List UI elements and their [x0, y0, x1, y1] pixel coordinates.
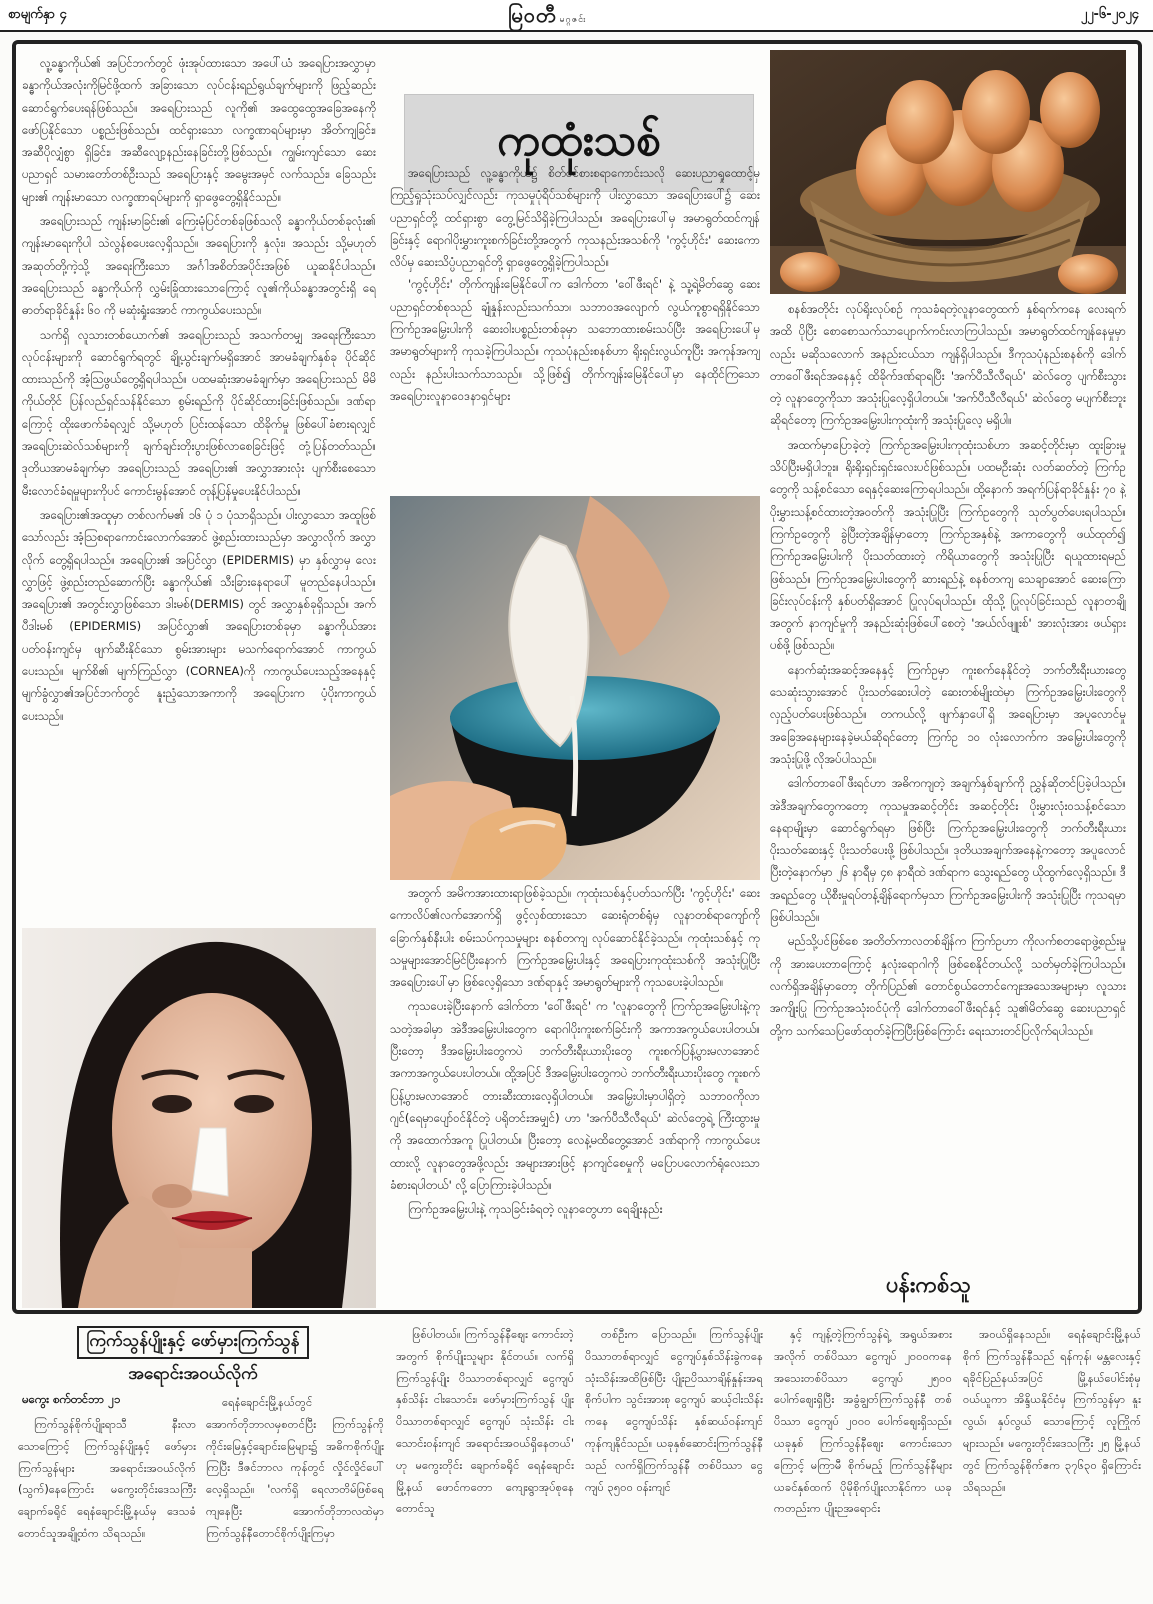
news-headline — [10, 1326, 376, 1388]
paragraph: ကြက်ဥအမြှေးပါးနဲ့ ကုသခြင်းခံရတဲ့ လူနာတွေဟာ ရေချိုးနည်း — [408, 1202, 663, 1217]
news-headline-line1: ကြက်သွန်ပျိုးနှင့် ဖော်မှားကြက်သွန် — [77, 1326, 310, 1359]
paragraph: အရေပြားသည် ကျန်းမာခြင်း၏ ကြေးမုံပြင်တစ်ခုဖြစ်သလို ခန္ဓာကိုယ်တစ်ခုလုံး၏ ကျန်းမာရေးကိုပါ သဲလွန်စပေးလေ့ရှိသည်။ အရေပြားကို နှလုံး၊ အသည်း သို့မဟုတ် အဆုတ်တို့ကဲ့သို့ အရေးကြီးသော အင်္ဂါအစိတ်အပိုင်းအဖြစ် ယူဆနိုင်ပါသည်။ အရေပြားသည် ခန္ဓာကိုယ်ကို လွှမ်းခြုံထားသောကြောင့် လူ၏ကိုယ်ခန္ဓာအတွင်းရှိ ရေဓာတ်ရာခိုင်နှုန်း ၆၀ ကို မဆုံးရှုံးအောင် ကာကွယ်ပေးသည်။ — [22, 214, 376, 318]
feature-article-frame — [12, 40, 1142, 1314]
eggs-basket-photo — [770, 50, 1126, 294]
paragraph: စနစ်အတိုင်း လုပ်ရိုးလုပ်စဉ် ကုသခံရတဲ့လူနာတွေထက် နှစ်ရက်ကနေ လေးရက်အထိ ပိုပြီး စောစောသက်သာပျောက်ကင်းလာကြပါသည်။ အမာရွတ်ထင်ကျန်နေမှုမှာလည်း မဆိုသလောက် အနည်းငယ်သာ ကျန်ရှိပါသည်။ ဒီကုသပုံနည်းစနစ်ကို ဒေါက်တာဝေါ်ဖီးရင်အနေနှင့် ထိခိုက်ဒဏ်ရာရပြီး 'အက်ပီသီလီရယ်' ဆဲလ်တွေ ပျက်စီးသွားတဲ့ လူနာတွေကိုသာ အသုံးပြုလေ့ရှိပါတယ်။ 'အက်ပီသီလီရယ်' ဆဲလ်တွေ မပျက်စီးဘူးဆိုရင်တော့ ကြက်ဥအမြှေးပါးကုထုံးကို အသုံးပြုလေ့ မရှိပါ။ — [770, 302, 1126, 428]
page-header — [0, 0, 1153, 32]
news-column — [585, 1324, 763, 1600]
page-number: စာမျက်နှာ ၄ — [8, 7, 67, 22]
issue-date: ၂၂-၆-၂၀၂၄ — [1080, 7, 1139, 22]
paragraph: အတွက် အမိကအားထားရာဖြစ်ခဲ့သည်။ ကုထုံးသစ်နှင့်ပတ်သက်ပြီး 'ကွင့်ဟိုင်း' ဆေးကောလိပ်၏လက်အောက်ရှိ ဖွင့်လှစ်ထားသော ဆေးရုံတစ်ရုံမှ လူနာတစ်ရာကျော်ကို ခြောက်နှစ်နီးပါး စမ်းသပ်ကုသမှုများ စနစ်တကျ လုပ်ဆောင်နိုင်ခဲ့သည်။ ကုထုံးသစ်နှင့် ကုသမှုများအောင်မြင်ပြီးနောက် ကြက်ဥအမြှေးပါးနှင့် အရေပြားကုထုံးသစ်ကို အသုံးပြုပြီး အရေပြားပေါ်မှာ ဖြစ်လေ့ရှိသော ဒဏ်ရာနှင့် အမာရွတ်များကို ကုသပေးခဲ့ပါသည်။ — [390, 886, 760, 990]
article-column-right — [770, 298, 1126, 1308]
paragraph: တစ်ဦးက ပြောသည်။ ကြက်သွန်ပျိုး ပိဿာတစ်ရာလျှင် ငွေကျပ်နှစ်သိန်းခွဲကနေ သုံးသိန်းအထိဖြစ်ပြီး ပျိုးဉပိဿာချိန်နှုန်းအရ စိုက်ပါက သွင်းအားစု ငွေကျပ် ဆယ့်ငါးသိန်းကနေ ငွေကျပ်သိန်း နှစ်ဆယ်ဝန်းကျင် ကုန်ကျနိုင်သည်။ ယခုနှစ်ဆောင်းကြက်သွန်နီသည် လက်ရှိကြက်သွန်နီ တစ်ပိဿာ ငွေကျပ် ၃၅၀၀ ဝန်းကျင် — [585, 1328, 763, 1494]
paragraph: မည်သို့ပင်ဖြစ်စေ အတိတ်ကာလတစ်ချိန်က ကြက်ဥဟာ ကိုလက်စတရောဖွဲ့စည်းမှုကို အားပေးတာကြောင့် နှလုံးရောဂါကို ဖြစ်စေနိုင်တယ်လို့ သတ်မှတ်ခဲ့ကြပါသည်။ လက်ရှိအချိန်မှာတော့ တိုက်ပြည်၏ တောင်စွယ်တောင်ကျေးအသေအများမှာ လူသားအကျိုးပြု ကြက်ဥအသုံးဝင်ပုံကို ဒေါက်တာဝေါ်ဖီးရင်နှင့် သူ၏မိတ်ဆွေ ဆေးပညာရှင်တို့က သက်သေပြဖော်ထုတ်ခဲ့ကြပြီးဖြစ်ကြောင်း ရေးသားတင်ပြလိုက်ရပါသည်။ — [770, 934, 1126, 1038]
news-column — [396, 1324, 574, 1600]
paragraph: အရေပြား၏အထူမှာ တစ်လက်မ၏ ၁၆ ပုံ ၁ ပုံသာရှိသည်။ ပါးလွှာသော အထူဖြစ်သော်လည်း အံ့သြစရာကောင်းလောက်အောင် ဖွဲ့စည်းထားသည်မှာ အလွှာလိုက် အလွှာလိုက် တွေ့ရှိရပါသည်။ အရေပြား၏ အပြင်လွှာ (EPIDERMIS) မှာ နှစ်လွှာမှ လေးလွှာဖြင့် ဖွဲ့စည်းတည်ဆောက်ပြီး ခန္ဓာကိုယ်၏ သီးခြားနေရာပေါ် မူတည်နေပါသည်။ အရေပြား၏ အတွင်းလွှာဖြစ်သော ဒါးမစ်(DERMIS) တွင် အလွှာနှစ်ခုရှိသည်။ အက်ပီဒါးမစ် (EPIDERMIS) အပြင်လွှာ၏ အရေပြားတစ်ခုမှာ ခန္ဓာကိုယ်အား ပတ်ဝန်းကျင်မှ ဖျက်ဆီးနိုင်သော စွမ်းအားများ မသက်ရောက်အောင် ကာကွယ်ပေးသည်။ မျက်စိ၏ မျက်ကြည်လွှာ (CORNEA)ကို ကာကွယ်ပေးသည့်အနေနှင့် မျက်ခွံလွှာ၏အပြင်ဘက်တွင် နူးညံ့သောအကာကို အရေပြားက ပံ့ပိုးကာကွယ်ပေးသည်။ — [22, 507, 376, 723]
news-dateline: မကွေး စက်တင်ဘာ ၂၁ — [22, 1392, 121, 1406]
paragraph: ဒေါက်တာဝေါ်ဖီးရင်ဟာ အဓိကကျတဲ့ အချက်နှစ်ချက်ကို ညွှန်ဆိုတင်ပြခဲ့ပါသည်။ အဲဒီအချက်တွေကတော့ ကုသမှုအဆင့်တိုင်း အဆင့်တိုင်း ပိုးမွှားလုံးဝသန့်စင်သောနေရာမျိုးမှာ ဆောင်ရွက်ရမှာ ဖြစ်ပြီး ကြက်ဥအမြှေးပါးတွေကို ဘက်တီးရီးယားပိုးသတ်ဆေးနှင့် ပိုးသတ်ပေးဖို့ ဖြစ်ပါသည်။ ဒုတိယအချက်အနေနဲ့ကတော့ အပူလောင်ပြီးတဲ့နောက်မှာ ၂၆ နာရီမှ ၄၈ နာရီထဲ ဒဏ်ရာက သွေးရည်တွေ ယိုထွက်လေ့ရှိသည်။ ဒီအရည်တွေ ယိုစီးမှုရပ်တန့်ချိန်ရောက်မှသာ ကြက်ဥအမြှေးပါးကို အသုံးပြုပြီး ကုသရမှာဖြစ်ပါသည်။ — [770, 776, 1126, 925]
news-column — [18, 1414, 196, 1600]
paragraph: အရေပြားသည် လူ့ခန္ဓာကိုယ်၌ စိတ်ဝင်စားစရာကောင်းသလို ဆေးပညာရှုထောင့်မှ ကြည့်ရှုသုံးသပ်လျှင်လည်း ကုသမှုပုံရိပ်သစ်များကို ပါးလွှာသော အရေပြားပေါ်၌ ဆေးပညာရှင်တို့ ထင်ရှားစွာ တွေ့မြင်သိရှိခဲ့ကြပါသည်။ အရေပြားပေါ်မှ အမာရွတ်ထင်ကျန်ခြင်းနှင့် ရောဂါပိုးမွှားကူးစက်ခြင်းတို့အတွက် ကုသနည်းအသစ်ကို 'ကွင့်ဟိုင်း' ဆေးကောလိပ်မှ ဆေးသိပ္ပံပညာရှင်တို့ ရှာဖွေတွေ့ရှိခဲ့ကြပါသည်။ — [390, 166, 760, 270]
paragraph: ကြက်သွန်စိုက်ပျိုးရာသီ နီးလာသောကြောင့် ကြက်သွန်ပျိုးနှင့် ဖော်မှားကြက်သွန်များ အရောင်းအဝယ်လိုက် (သွက်)နေကြောင်း မကွေးတိုင်းဒေသကြီး ချောက်ခရိုင် ရေနံချောင်းမြို့နယ်မှ ဒေသခံ တောင်သူအချို့ထံက သိရသည်။ — [18, 1418, 196, 1540]
masthead-title: မြဝတီ — [508, 3, 557, 27]
paragraph: အဝယ်ရှိနေသည်။ ရေနံချောင်းမြို့နယ်စိုက် ကြက်သွန်နီသည် ရန်ကုန်၊ မန္တလေးနှင့် ရခိုင်ပြည်နယ်အပြင် မြို့နယ်ပေါင်းစုံမှ ဝယ်ယူကာ အိန္ဒိယနိုင်ငံမှ ကြက်သွန်မှာ နူးလွယ်၊ နှပ်လွယ် သောကြောင့် လူကြိုက်များသည်။ မကွေးတိုင်းဒေသကြီး ၂၅ မြို့နယ်တွင် ကြက်သွန်စိုက်ဧက ၃၇၆၃၀ ရှိကြောင်း သိရသည်။ — [963, 1328, 1141, 1494]
paragraph: အထက်မှာပြောခဲ့တဲ့ ကြက်ဥအမြှေးပါးကုထုံးသစ်ဟာ အဆင့်တိုင်းမှာ ထူးခြားမှု သိပ်ပြီးမရှိပါဘူး။ ရိုးရိုးရှင်းရှင်းလေးပင်ဖြစ်သည်။ ပထမဦးဆုံး လတ်ဆတ်တဲ့ ကြက်ဥတွေကို သန့်စင်သော ရေနှင့်ဆေးကြောရပါသည်။ ထို့နောက် အရက်ပြန်ရာခိုင်နှုန်း ၇၀ နဲ့ ပိုးမွှားသန့်စင်ထားတဲ့အဝတ်ကို အသုံးပြုပြီး ကြက်ဥတွေကို သုတ်ပွတ်ပေးရပါသည်။ ကြက်ဥတွေကို ခွဲပြီးတဲ့အချိန်မှာတော့ ကြက်ဥအနှစ်နဲ့ အကာတွေကို ဖယ်ထုတ်၍ ကြက်ဥအမြှေးပါးကို ပိုးသတ်ထားတဲ့ ကိရိယာတွေကို အသုံးပြုပြီး ရယူထားရမည်ဖြစ်သည်။ ကြက်ဥအမြှေးပါးတွေကို ဆားရည်နဲ့ စနစ်တကျ သေချာအောင် ဆေးကြောခြင်းလုပ်ငန်းကို နှစ်ပတ်ရှိအောင် ပြုလုပ်ရပါသည်။ ထိုသို့ ပြုလုပ်ခြင်းသည် လူနာတချို့အတွက် နာကျင်မှုကို အနည်းဆုံးဖြစ်ပေါ်စေတဲ့ 'အယ်လ်ဖျူးစ်' အားလုံးအား ဖယ်ရှားပစ်ဖို့ ဖြစ်သည်။ — [770, 437, 1126, 653]
news-section — [0, 1318, 1153, 1604]
article-column-middle-bottom — [390, 882, 760, 1306]
woman-nose-patch-photo — [22, 928, 376, 1308]
paragraph: 'ကွင့်ဟိုင်း' တိုက်ကျန်းမြေနိုင်ပေါ်က ဒေါက်တာ 'ဝေါ်ဖီးရင်' နဲ့ သူ့ရဲ့မိတ်ဆွေ ဆေးပညာရှင်တစ်စုသည် ချုံနှုန်းလည်းသက်သာ၊ သဘာဝအလျောက် လွယ်ကူစွာရရှိနိုင်သော ကြက်ဥအမြှေးပါးကို ဆေးဝါးပစ္စည်းတစ်ခုမှာ သဘောထားစမ်းသပ်ပြီး အရေပြားပေါ်မှ အမာရွတ်များကို ကုသခဲ့ကြပါသည်။ ကုသပုံနည်းစနစ်ဟာ ရိုးရှင်းလွယ်ကူပြီး အကုန်အကျလည်း နည်းပါးသက်သာသည်။ သို့ဖြစ်၍ တိုက်ကျန်းမြေနိုင်ပေါ်မှာ နေထိုင်ကြသော အရေပြားလူနာဝေဒနာရှင်များ — [390, 277, 760, 403]
news-column — [963, 1324, 1141, 1600]
news-headline-line2: အရောင်းအဝယ်လိုက် — [128, 1364, 258, 1384]
paragraph: နှင့် ကျန့်တဲ့ကြက်သွန်ရဲ့ အရွယ်အစားအလိုက် တစ်ပိဿာ ငွေကျပ် ၂၀၀၀ကနေ အသေးတစ်ပိဿာ ငွေကျပ် ၂၅၀၀ ပေါက်ဈေးရှိပြီး အခွံချွတ်ကြက်သွန်နီ တစ်ပိဿာ ငွေကျပ် ၂၀၀၀ ပေါက်ဈေးရှိသည်။ ယခုနှစ် ကြက်သွန်နီဈေး ကောင်းသောကြောင့် မကြာမီ စိုက်မည့် ကြက်သွန်နီများ ယခင်နှစ်ထက် ပိုမိုစိုက်ပျိုးလာနိုင်ကာ ယခုကတည်းက ပျိုးဉအရောင်း — [774, 1328, 952, 1516]
news-column — [206, 1392, 384, 1600]
masthead — [508, 2, 586, 32]
paragraph: ရေနံချောင်းမြို့နယ်တွင် အောက်တိုဘာလမှစတင်ပြီး ကြက်သွန်ကို ကိုင်းမြေနှင့်ချောင်းမြေများ၌ အဓိကစိုက်ပျိုးကြပြီး ဒီဇင်ဘာလ ကုန်တွင် လှိုင်လှိုင်ပေါ်လေ့ရှိသည်။ 'လက်ရှိ ရေလာတိမ်ဖြစ်ရေ ကျနေပြီး အောက်တိုဘာလထဲမှာ ကြက်သွန်နီတောင်စိုက်ပျိုးကြမှာ — [206, 1396, 384, 1540]
masthead-sub: မဂ္ဂဇင်း — [559, 15, 587, 25]
paragraph: သက်ရှိ လူသားတစ်ယောက်၏ အရေပြားသည် အသက်တမျှ အရေးကြီးသောလုပ်ငန်းများကို ဆောင်ရွက်ရတွင် ချို့ယွင်းချက်မရှိအောင် အာမခံချက်နှစ်ခု ပိုင်ဆိုင်ထားသည်ကို အံ့သြဖွယ်တွေ့ရှိရပါသည်။ ပထမဆုံးအာမခံချက်မှာ အရေပြားသည် မိမိကိုယ်တိုင် ပြန်လည်ရှင်သန်နိုင်သော စွမ်းရည်ကို ပိုင်ဆိုင်ထားခြင်းဖြစ်သည်။ ဒဏ်ရာကြောင့် ထိုးဖောက်ခံရလျှင် သို့မဟုတ် ပြင်းထန်သော ထိခိုက်မှု ဖြစ်ပေါ်ခံစားရလျှင် အရေပြားဆဲလ်သစ်များကို ချက်ချင်းတိုးပွားဖြစ်လာစေခြင်းဖြင့် တုံ့ပြန်တတ်သည်။ ဒုတိယအာမခံချက်မှာ အရေပြားသည် အရေပြား၏ အလွှာအားလုံး ပျက်စီးစေသော မီးလောင်ခံရမှုများကိုပင် ကောင်းမွန်အောင် တုန့်ပြန်မှုပေးနိုင်ပါသည်။ — [22, 327, 376, 498]
egg-membrane-photo — [390, 496, 760, 880]
article-byline: ပန်းကစ်သူ — [886, 1272, 971, 1298]
paragraph: နောက်ဆုံးအဆင့်အနေနှင့် ကြက်ဥမှာ ကူးစက်နေနိုင်တဲ့ ဘက်တီးရီးယားတွေ သေဆုံးသွားအောင် ပိုးသတ်ဆေးပါတဲ့ ဆေးတစ်မျိုးထဲမှာ ကြက်ဥအမြှေးပါးတွေကို လှည့်ပတ်ပေးဖြစ်သည်။ တကယ်လို့ ဖျက်နှာပေါ်ရှိ အရေပြားမှာ အပူလောင်မှုအခြေအနေများနေခဲ့မယ်ဆိုရင်တော့ ကြက်ဥ ၁၀ လုံးလောက်က အမြှေးပါးတွေကို အသုံးပြုဖို့ လိုအပ်ပါသည်။ — [770, 662, 1126, 766]
paragraph: ကုသပေးခဲ့ပြီးနောက် ဒေါက်တာ 'ဝေါ်ဖီးရင်' က 'လူနာတွေကို ကြက်ဥအမြှေးပါးနဲ့ကုသတဲ့အခါမှာ အဲဒီအမြှေးပါးတွေက ရောဂါပိုးကူးစက်ခြင်းကို အကာအကွယ်ပေးပါတယ်။ ပြီးတော့ ဒီအမြှေးပါးတွေကပဲ ဘက်တီးရီးယားပိုးတွေ ကူးစက်ပြန့်ပွားမလာအောင် အကာအကွယ်ပေးပါတယ်။ ထို့အပြင် ဒီအမြှေးပါးတွေကပဲ ဘက်တီးရီးယားပိုးတွေ ကူးစက်ပြန့်ပွားမလာအောင် တားဆီးထားလေ့ရှိပါတယ်။ အမြှေးပါးမှာပါရှိတဲ့ သဘာဝကိုလာဂျင်(ရေမှာပျော်ဝင်နိုင်တဲ့ ပရိုတင်းအမျှင်) ဟာ 'အက်ပီသီလီရယ်' ဆဲလ်တွေရဲ့ ကြီးထွားမှုကို အထောက်အကူ ပြုပါတယ်။ ပြီးတော့ လေနဲ့မထိတွေ့အောင် ဒဏ်ရာကို ကာကွယ်ပေးထားလို့ လူနာတွေအဖို့လည်း အများအားဖြင့် နာကျင်စေမှုကို မပြောပလောက်ရုံလေးသာ ခံစားရပါတယ်' လို့ ပြောကြားခဲ့ပါသည်။ — [390, 999, 760, 1192]
news-column — [774, 1324, 952, 1600]
paragraph: လူ့ခန္ဓာကိုယ်၏ အပြင်ဘက်တွင် ဖုံးအုပ်ထားသော အပေါ်ယံ အရေပြားအလွှာမှာ ခန္ဓာကိုယ်အလုံးကိုမြင်ဖို့ထက် အခြားသော လုပ်ငန်းရည်ရွယ်ချက်များကို ဖြည့်ဆည်းဆောင်ရွက်ပေးရန်ဖြစ်သည်။ အရေပြားသည် လူကို၏ အထွေထွေအခြေအနေကို ဖော်ပြနိုင်သော ပစ္စည်းဖြစ်သည်။ ထင်ရှားသော လက္ခဏာရပ်များမှာ အိတ်ကျခြင်း၊ အဆီပိုလျှံစွာ ရှိခြင်း၊ အဆီလျော့နည်းနေခြင်းတို့ဖြစ်သည်။ ကျွမ်းကျင်သော ဆေးပညာရှင် သမားတော်တစ်ဦးသည် အရေပြားနှင့် အမွေးအမှင် လက်သည်း၊ ခြေသည်းများ၏ ကျန်းမာသော လက္ခဏာရပ်များကို ရှာဖွေတွေ့ရှိနိုင်သည်။ — [22, 56, 376, 204]
article-title: ကုထုံးသစ် — [496, 115, 662, 166]
article-column-middle-top — [390, 162, 760, 496]
paragraph: ဖြစ်ပါတယ်။ ကြက်သွန်နီဈေး ကောင်းတဲ့အတွက် စိုက်ပျိုးသူများ နိုင်တယ်။ လက်ရှိ ကြက်သွန်ပျိုး ပိဿာတစ်ရာလျှင် ငွေကျပ်နှစ်သိန်း ငါးသောင်း၊ ဖော်မှားကြက်သွန် ပျိုး ပိဿာတစ်ရာလျှင် ငွေကျပ် သုံးသိန်း ငါးသောင်းဝန်းကျင် အရောင်းအဝယ်ရှိနေတယ်' ဟု မကွေးတိုင်း ချောက်ခရိုင် ရေနံချောင်းမြို့နယ် ဖောင်ကတော ကျေးရွာအုပ်စုနေ တောင်သူ — [396, 1328, 574, 1516]
article-column-left — [22, 52, 376, 924]
